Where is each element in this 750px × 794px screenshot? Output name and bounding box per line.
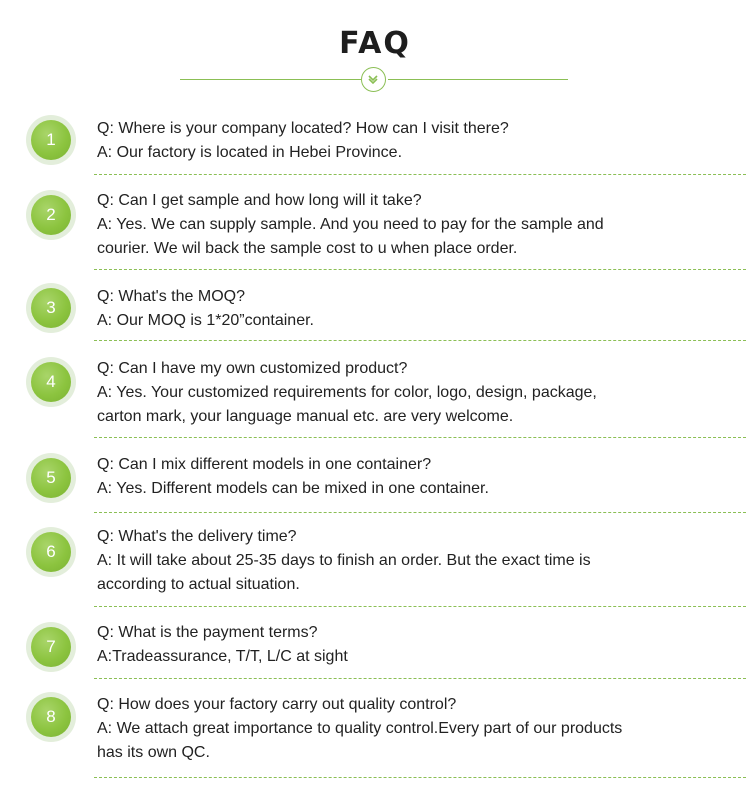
faq-separator (94, 512, 746, 513)
faq-number: 4 (31, 362, 71, 402)
faq-item-4 (97, 357, 697, 429)
divider-line-left (180, 79, 361, 80)
faq-item-5 (97, 453, 697, 501)
faq-separator (94, 777, 746, 778)
faq-question: Q: Can I have my own customized product? (97, 360, 408, 377)
faq-item-3 (97, 285, 697, 333)
faq-separator (94, 340, 746, 341)
faq-number: 8 (31, 697, 71, 737)
faq-question: Q: Where is your company located? How can I visit there? (97, 120, 509, 137)
faq-separator (94, 437, 746, 438)
faq-answer-cont: according to actual situation. (97, 576, 300, 593)
faq-separator (94, 606, 746, 607)
faq-answer: A: Yes. Different models can be mixed in one container. (97, 480, 489, 497)
divider-line-right (388, 79, 568, 80)
faq-number: 2 (31, 195, 71, 235)
faq-item-2 (97, 189, 697, 261)
faq-answer: A: We attach great importance to quality control.Every part of our products (97, 720, 623, 737)
faq-number-badge (26, 357, 76, 407)
faq-answer: A: It will take about 25-35 days to finish an order. But the exact time is (97, 552, 591, 569)
faq-number: 3 (31, 288, 71, 328)
faq-answer: A: Yes. Your customized requirements for color, logo, design, package, (97, 384, 597, 401)
faq-item-6 (97, 525, 697, 597)
faq-question: Q: What's the delivery time? (97, 528, 297, 545)
faq-number-badge (26, 527, 76, 577)
faq-question: Q: Can I get sample and how long will it take? (97, 192, 422, 209)
faq-number-badge (26, 283, 76, 333)
faq-item-7 (97, 621, 697, 669)
faq-number-badge (26, 190, 76, 240)
faq-question: Q: What's the MOQ? (97, 288, 245, 305)
faq-number: 7 (31, 627, 71, 667)
faq-answer: A: Our factory is located in Hebei Province. (97, 144, 403, 161)
faq-number-badge (26, 115, 76, 165)
faq-separator (94, 269, 746, 270)
faq-number: 5 (31, 458, 71, 498)
faq-question: Q: What is the payment terms? (97, 624, 318, 641)
faq-separator (94, 678, 746, 679)
faq-question: Q: Can I mix different models in one container? (97, 456, 432, 473)
faq-question: Q: How does your factory carry out quality control? (97, 696, 457, 713)
faq-answer-cont: courier. We wil back the sample cost to u when place order. (97, 240, 518, 257)
faq-number: 6 (31, 532, 71, 572)
faq-answer: A: Our MOQ is 1*20”container. (97, 312, 314, 329)
faq-item-1 (97, 117, 697, 165)
chevron-down-icon (361, 67, 386, 92)
faq-number-badge (26, 622, 76, 672)
faq-answer: A: Yes. We can supply sample. And you need to pay for the sample and (97, 216, 604, 233)
faq-number-badge (26, 692, 76, 742)
faq-separator (94, 174, 746, 175)
faq-number-badge (26, 453, 76, 503)
page-title: FAQ (339, 26, 411, 61)
faq-item-8 (97, 693, 697, 765)
faq-answer-cont: carton mark, your language manual etc. are very welcome. (97, 408, 514, 425)
faq-number: 1 (31, 120, 71, 160)
faq-answer-cont: has its own QC. (97, 744, 210, 761)
faq-answer: A:Tradeassurance, T/T, L/C at sight (97, 648, 348, 665)
faq-header (0, 0, 750, 100)
